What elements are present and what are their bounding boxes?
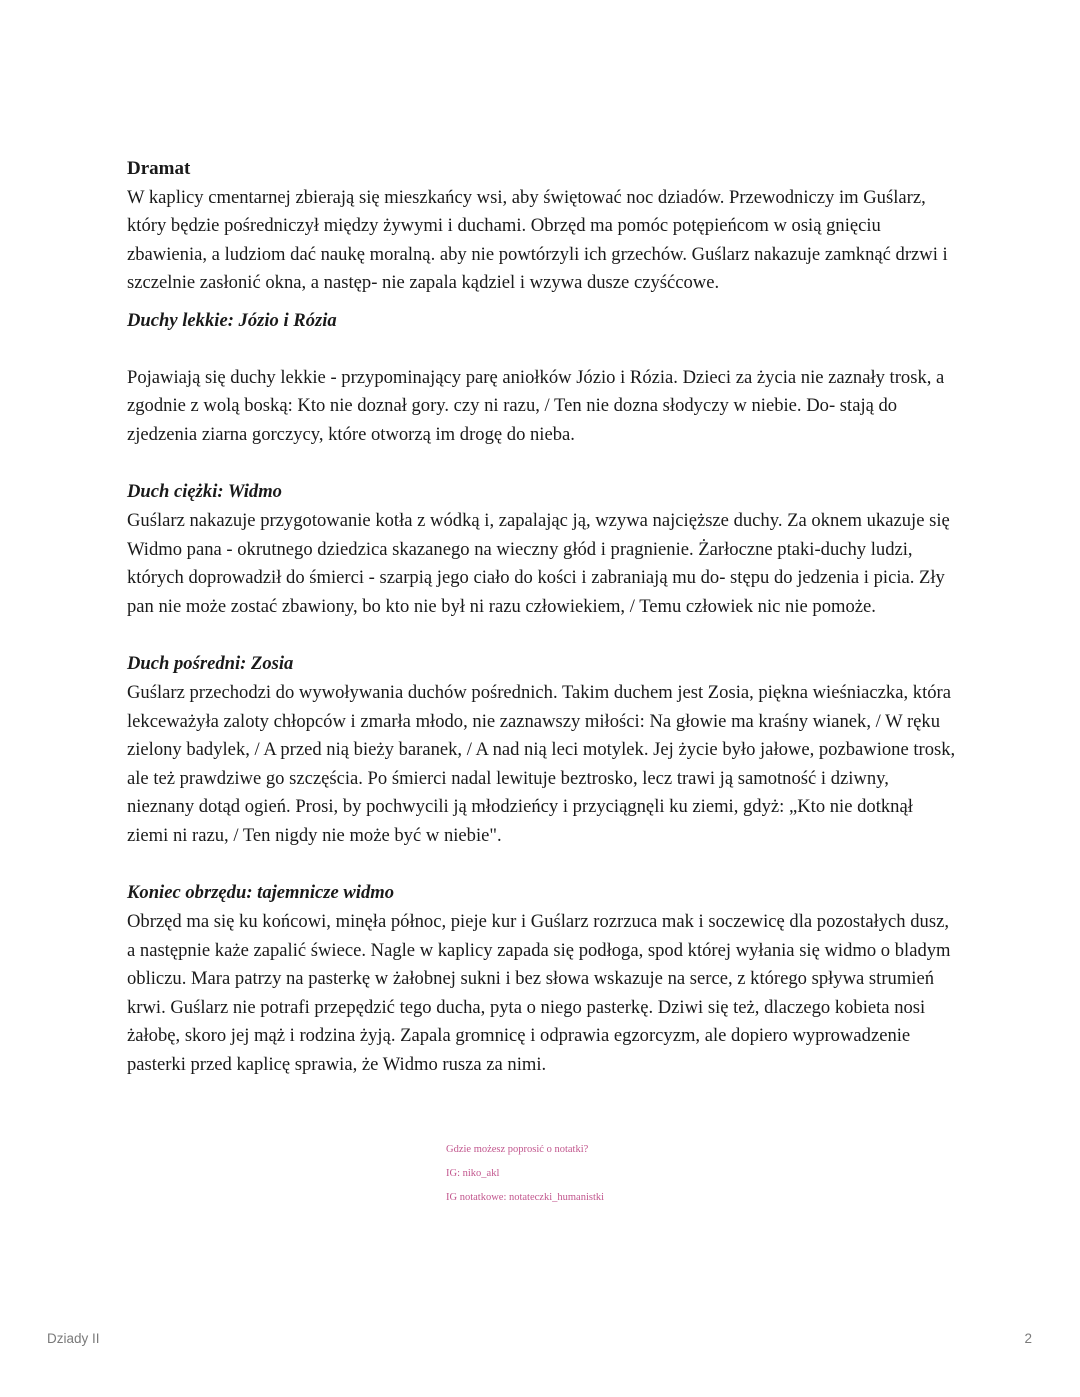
section-text-duch-posredni: Guślarz przechodzi do wywoływania duchów pośrednich. Takim duchem jest Zosia, piękna wieśniaczka, która lekceważyła zaloty chłopców i zmarła młodo, nie zaznawszy miłości: Na głowie ma kraśny wianek, / W ręku zielony badylek, / A przed nią bieży baranek, / A nad nią leci motylek. Jej życie było jałowe, pozbawione trosk, ale też prawdziwe go szczęścia. Po śmierci nadal lewituje beztrosko, lecz trawi ją samotność i dziwny, nieznany dotąd ogień. Prosi, by pochwycili ją młodzieńcy i przyciągnęli ku ziemi, gdyż: „Kto nie dotknął ziemi ni razu, / Ten nigdy nie może być w niebie".: [127, 681, 956, 846]
contact-info: [446, 1138, 604, 1210]
section-text-duchy-lekkie: Pojawiają się duchy lekkie - przypominający parę aniołków Józio i Rózia. Dzieci za życia nie zaznały trosk, a zgodnie z wolą boską: Kto nie doznał gory. czy ni razu, / Ten nie dozna słodyczy w niebie. Do- stają do zjedzenia ziarna gorczycy, które otworzą im drogę do nieba.: [127, 366, 945, 445]
footer-page-number: 2: [1024, 1331, 1032, 1346]
contact-ig-personal: IG: niko_akl: [446, 1168, 500, 1179]
footer-document-title: Dziady II: [47, 1331, 100, 1346]
document-body: [127, 155, 957, 1080]
section-heading-koniec: Koniec obrzędu: tajemnicze widmo: [127, 882, 395, 904]
section-heading-dramat: Dramat: [127, 158, 191, 179]
section-text-duch-ciezki: Guślarz nakazuje przygotowanie kotła z wódką i, zapalając ją, wzywa najcięższe duchy. Za oknem ukazuje się Widmo pana - okrutnego dziedzica skazanego na wieczny głód i pragnienie. Żarłoczne ptaki-duchy ludzi, których doprowadził do śmierci - szarpią jego ciało do kości i zabraniają mu do- stępu do jedzenia i picia. Zły pan nie może zostać zbawiony, bo kto nie był ni razu człowiekiem, / Temu człowiek nic nie pomoże.: [127, 509, 950, 617]
contact-ig-notes: IG notatkowe: notateczki_humanistki: [446, 1192, 605, 1203]
section-text-koniec: Obrzęd ma się ku końcowi, minęła północ, pieje kur i Guślarz rozrzuca mak i soczewicę dla pozostałych dusz, a następnie każe zapalić świece. Nagle w kaplicy zapada się podłoga, spod której wyłania się widmo o bladym obliczu. Mara patrzy na pasterkę w żałobnej sukni i bez słowa wskazuje na serce, z którego spływa strumień krwi. Guślarz nie potrafi przepędzić tego ducha, pyta o niego pasterkę. Dziwi się też, dlaczego kobieta nosi żałobę, skoro jej mąż i rodzina żyją. Zapala gromnicę i odprawia egzorcyzm, ale dopiero wyprowadzenie pasterki przed kaplicę sprawia, że Widmo rusza za nimi.: [127, 911, 951, 1076]
section-text-dramat: W kaplicy cmentarnej zbierają się mieszkańcy wsi, aby świętować noc dziadów. Przewodniczy im Guślarz, który będzie pośredniczył między żywymi i duchami. Obrzęd ma pomóc potępieńcom w osią gnięciu zbawienia, a ludziom dać naukę moralną. aby nie powtórzyli ich grzechów. Guślarz nakazuje zamknąć drzwi i szczelnie zasłonić okna, a następ- nie zapala kądziel i wzywa dusze czyśćcowe.: [127, 186, 948, 294]
contact-question: Gdzie możesz poprosić o notatki?: [446, 1144, 589, 1155]
section-heading-duch-posredni: Duch pośredni: Zosia: [127, 653, 294, 675]
section-heading-duch-ciezki: Duch ciężki: Widmo: [127, 481, 282, 503]
section-heading-duchy-lekkie: Duchy lekkie: Józio i Rózia: [127, 309, 337, 331]
